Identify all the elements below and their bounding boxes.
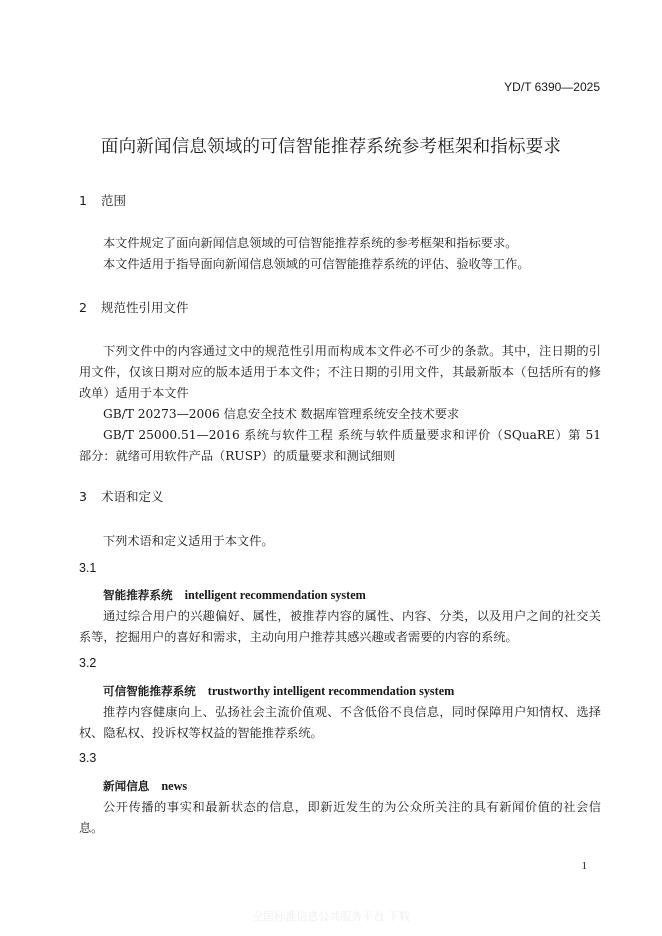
section-number: 2 xyxy=(79,300,87,315)
term-number: 3.3 xyxy=(79,751,97,765)
term-entry xyxy=(103,778,187,794)
document-title: 面向新闻信息领域的可信智能推荐系统参考框架和指标要求 xyxy=(100,137,562,157)
page-number: 1 xyxy=(581,860,587,872)
term-en: intelligent recommendation system xyxy=(184,588,366,602)
term-zh: 可信智能推荐系统 xyxy=(103,684,196,698)
term-entry xyxy=(103,683,454,699)
standard-number: YD/T 6390—2025 xyxy=(504,80,600,94)
section-heading-terms-definitions xyxy=(79,487,164,505)
paragraph: 下列文件中的内容通过文中的规范性引用而构成本文件必不可少的条款。其中，注日期的引用文件，仅该日期对应的版本适用于本文件；不注日期的引用文件，其最新版本（包括所有的修改单）适用于本文件 xyxy=(79,344,601,400)
term-number: 3.1 xyxy=(79,561,97,575)
term-number: 3.2 xyxy=(79,656,97,670)
term-definition: 通过综合用户的兴趣偏好、属性，被推荐内容的属性、内容、分类，以及用户之间的社交关系等，挖掘用户的喜好和需求，主动向用户推荐其感兴趣或者需要的内容的系统。 xyxy=(79,609,601,644)
term-zh: 智能推荐系统 xyxy=(103,588,173,602)
term-zh: 新闻信息 xyxy=(103,779,150,793)
term-en: news xyxy=(161,779,188,793)
term-entry xyxy=(103,587,366,603)
reference-item: GB/T 20273—2006 信息安全技术 数据库管理系统安全技术要求 xyxy=(103,407,460,421)
paragraph: 下列术语和定义适用于本文件。 xyxy=(103,534,274,548)
section-heading-scope xyxy=(79,191,126,209)
paragraph: 本文件规定了面向新闻信息领域的可信智能推荐系统的参考框架和指标要求。 xyxy=(103,236,518,250)
section-heading-normative-references xyxy=(79,298,189,316)
section-title: 术语和定义 xyxy=(100,489,164,504)
term-definition: 公开传播的事实和最新状态的信息，即新近发生的为公众所关注的具有新闻价值的社会信息。 xyxy=(79,800,601,835)
watermark: 全国标准信息公共服务平台 下载 xyxy=(252,910,410,923)
paragraph: 本文件适用于指导面向新闻信息领域的可信智能推荐系统的评估、验收等工作。 xyxy=(103,257,530,271)
term-definition: 推荐内容健康向上、弘扬社会主流价值观、不含低俗不良信息，同时保障用户知情权、选择权、隐私权、投诉权等权益的智能推荐系统。 xyxy=(79,705,601,740)
section-title: 范围 xyxy=(100,193,126,208)
term-en: trustworthy intelligent recommendation system xyxy=(207,684,455,698)
section-title: 规范性引用文件 xyxy=(100,300,189,315)
section-number: 1 xyxy=(79,193,87,208)
section-number: 3 xyxy=(79,489,87,504)
reference-item: GB/T 25000.51—2016 系统与软件工程 系统与软件质量要求和评价（SQuaRE）第 51 部分：就绪可用软件产品（RUSP）的质量要求和测试细则 xyxy=(79,428,601,463)
